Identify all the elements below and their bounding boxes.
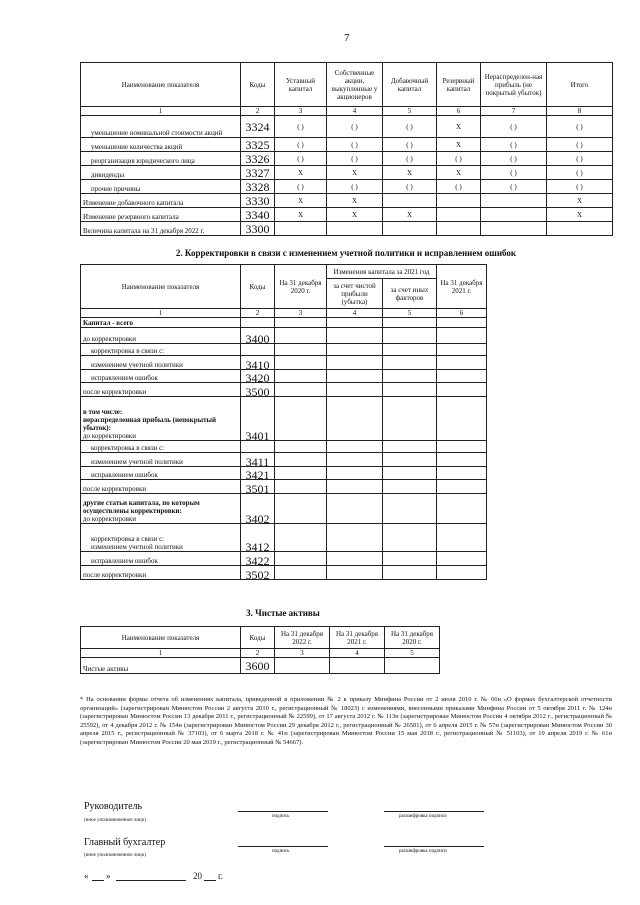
date-open-quote: « [84,871,89,881]
t1-cell: X [547,194,613,208]
t2-colnum: 6 [437,309,487,318]
t2-label-line: изменением учетной политики [91,361,183,369]
t2-row-label [81,494,241,524]
t1-cell: ( ) [481,152,547,166]
t1-row-code: 3326 [241,152,275,166]
t1-cell [383,222,437,236]
t2-row-code: 3502 [241,566,275,580]
head-title: Руководитель [84,801,143,812]
t2-label-line: изменением учетной политики [91,458,183,466]
date-year-prefix: 20 [193,871,202,881]
t1-cell: ( ) [547,138,613,152]
t2-label-line: исправлением ошибок [91,471,158,479]
t3-header-2022: На 31 декабря 2022 г. [275,627,330,649]
accountant-subtitle: (иное уполномоченное лицо) [84,853,146,858]
t2-row [81,383,487,397]
net-assets-table [80,626,440,674]
t1-row [81,222,613,236]
t1-cell [481,222,547,236]
t2-row-code: 3402 [241,494,275,524]
t2-label-line: корректировка в связи с: [91,535,165,543]
t1-cell: X [383,166,437,180]
t2-cell [437,356,487,370]
t1-cell: ( ) [383,138,437,152]
t1-cell [437,194,481,208]
t2-header-changes: Изменения капитала за 2021 год [327,265,437,279]
t2-label-line: другие статьи капитала, по которым осуществлены корректировки: [83,499,200,515]
date-year-suffix: г. [218,871,223,881]
t1-cell [437,208,481,222]
t2-cell [437,453,487,467]
t2-cell [383,344,437,356]
t2-cell [383,383,437,397]
t2-row [81,328,487,344]
net-assets-2021 [330,658,385,674]
t2-header-end: На 31 декабря 2021 г. [437,265,487,309]
t1-row-label: Величина капитала на 31 декабря 2022 г. [81,222,241,236]
t1-cell: ( ) [327,152,383,166]
t1-cell: X [327,166,383,180]
t2-row [81,344,487,356]
t1-cell: ( ) [327,116,383,138]
t3-header-2020: На 31 декабря 2020 г. [385,627,440,649]
t2-label-line: изменением учетной политики [91,543,183,551]
t2-row [81,467,487,480]
t1-row-label: Изменение добавочного капитала [81,194,241,208]
t2-cell [437,370,487,383]
net-assets-label: Чистые активы [81,658,241,674]
t2-cell [327,383,383,397]
head-subtitle: (иное уполномоченное лицо) [84,818,146,823]
t2-cell [437,441,487,453]
t3-header-code: Коды [241,627,275,649]
t2-cell [275,453,327,467]
t1-header-name: Наименование показателя [81,63,241,107]
t3-colnum: 1 [81,649,241,658]
adjustments-table [80,264,487,580]
t2-cell [327,494,383,524]
t2-row [81,397,487,441]
t2-cell [383,441,437,453]
t2-cell [327,480,383,494]
t2-cell [383,328,437,344]
t1-row [81,152,613,166]
t1-cell: ( ) [275,152,327,166]
t2-row-label [81,356,241,370]
date-year-line [204,880,216,881]
t2-header-profit: за счет чистой прибыли (убытка) [327,279,383,309]
t2-cell [383,467,437,480]
t3-colnum: 3 [275,649,330,658]
t2-cell [327,328,383,344]
t2-row-label [81,383,241,397]
head-decode-caption: расшифровка подписи [399,814,447,819]
t2-cell [275,566,327,580]
t1-row-code: 3330 [241,194,275,208]
t1-cell [547,222,613,236]
t2-header-name: Наименование показателя [81,265,241,309]
date-month-line [116,880,186,881]
t1-row-label: прочие причины [81,180,241,194]
t1-row [81,208,613,222]
t2-label-line: до корректировки [83,432,137,440]
t2-cell [383,524,437,552]
t2-cell [383,356,437,370]
accountant-sign-caption: подпись [272,849,290,854]
t2-cell [383,370,437,383]
t2-cell [437,344,487,356]
t1-row-code: 3324 [241,116,275,138]
t2-cell [275,328,327,344]
t2-cell [327,370,383,383]
t1-colnum: 5 [383,107,437,116]
t2-cell [275,524,327,552]
t1-cell: ( ) [481,138,547,152]
t2-row-code: 3401 [241,397,275,441]
t2-label-line: исправлением ошибок [91,557,158,565]
t2-row-code [241,318,275,328]
t2-row-code: 3501 [241,480,275,494]
section3-title: 3. Чистые активы [246,608,320,618]
t2-cell [437,328,487,344]
t1-cell: X [327,208,383,222]
t2-cell [437,467,487,480]
t1-row-label: уменьшение количества акций [81,138,241,152]
t2-row-code: 3422 [241,552,275,566]
t1-cell: ( ) [481,116,547,138]
t2-label-line: корректировка в связи с: [91,347,165,355]
t2-row-label [81,552,241,566]
t1-cell: ( ) [437,152,481,166]
t1-row-code: 3325 [241,138,275,152]
t2-cell [437,318,487,328]
t1-cell: ( ) [275,138,327,152]
t2-cell [437,397,487,441]
t2-cell [275,344,327,356]
t1-header-authorized: Уставный капитал [275,63,327,107]
t2-row-label [81,566,241,580]
t1-cell: ( ) [275,116,327,138]
date-close-quote: » [106,871,111,881]
t1-cell [327,222,383,236]
t2-colnum: 2 [241,309,275,318]
t2-label-line: корректировка в связи с: [91,444,165,452]
t2-row-label [81,467,241,480]
t1-row-code: 3328 [241,180,275,194]
accountant-decode-caption: расшифровка подписи [399,849,447,854]
t1-cell: X [437,166,481,180]
t2-row-label [81,453,241,467]
t1-colnum: 3 [275,107,327,116]
t1-cell [481,208,547,222]
t2-row-label [81,318,241,328]
net-assets-2022 [275,658,330,674]
t2-row [81,370,487,383]
t2-cell [275,318,327,328]
t1-cell: ( ) [383,180,437,194]
t2-row-code: 3500 [241,383,275,397]
page-number: 7 [344,32,350,44]
t2-row-label [81,328,241,344]
t1-cell: ( ) [437,180,481,194]
t1-header-additional: Добавочный капитал [383,63,437,107]
t2-cell [327,356,383,370]
t1-cell [437,222,481,236]
t2-cell [327,318,383,328]
t2-cell [327,441,383,453]
t1-row-label: Изменение резервного капитала [81,208,241,222]
t1-cell: ( ) [383,152,437,166]
t1-row [81,194,613,208]
head-signature-line [238,811,328,812]
t1-cell: ( ) [547,116,613,138]
t2-cell [275,441,327,453]
t2-cell [275,356,327,370]
t2-row-code: 3400 [241,328,275,344]
t3-header-2021: На 31 декабря 2021 г. [330,627,385,649]
t2-row [81,480,487,494]
t1-header-reserve: Резервный капитал [437,63,481,107]
t2-cell [437,552,487,566]
t2-cell [327,524,383,552]
t2-label-line: нераспределенная прибыль (непокрытый убыток): [83,416,217,432]
head-sign-caption: подпись [272,814,290,819]
t2-row-label [81,480,241,494]
accountant-title: Главный бухгалтер [84,837,166,848]
t2-colnum: 1 [81,309,241,318]
t2-row-label [81,441,241,453]
t1-row [81,166,613,180]
t2-cell [275,480,327,494]
t2-row [81,453,487,467]
t2-cell [275,383,327,397]
t1-cell: X [275,208,327,222]
t2-cell [327,453,383,467]
t2-label-line: до корректировки [83,515,137,523]
t2-row-label [81,370,241,383]
date-day-line [92,880,104,881]
t1-cell: X [275,166,327,180]
t2-cell [437,383,487,397]
t2-row [81,566,487,580]
t1-cell [481,194,547,208]
t2-cell [275,552,327,566]
t2-label-line: после корректировки [83,388,147,396]
t2-row [81,441,487,453]
t1-cell: ( ) [481,180,547,194]
t2-row [81,494,487,524]
t2-cell [275,397,327,441]
t2-colnum: 5 [383,309,437,318]
t1-cell: X [437,116,481,138]
t1-cell: X [547,208,613,222]
t1-cell: ( ) [275,180,327,194]
t2-cell [383,494,437,524]
t1-cell: ( ) [383,116,437,138]
t1-colnum: 6 [437,107,481,116]
head-decode-line [384,811,484,812]
t1-row [81,138,613,152]
net-assets-code: 3600 [241,658,275,674]
t1-colnum: 2 [241,107,275,116]
t1-cell: ( ) [327,180,383,194]
t2-row-code: 3412 [241,524,275,552]
t2-row-label [81,344,241,356]
t2-header-code: Коды [241,265,275,309]
t2-row-code: 3420 [241,370,275,383]
t1-row-label: уменьшение номинальной стоимости акций [81,116,241,138]
t3-colnum: 5 [385,649,440,658]
t1-cell: X [383,208,437,222]
t1-cell [275,222,327,236]
t1-row-code: 3300 [241,222,275,236]
t1-header-own-shares: Собственные акции, выкупленные у акционеров [327,63,383,107]
t2-cell [327,344,383,356]
t2-cell [383,566,437,580]
t2-label-line: после корректировки [83,571,147,579]
t2-row [81,356,487,370]
t1-row [81,116,613,138]
t2-row-label [81,397,241,441]
t2-row [81,524,487,552]
t2-cell [275,370,327,383]
t1-colnum: 1 [81,107,241,116]
t2-row-code: 3411 [241,453,275,467]
t1-cell [383,194,437,208]
t2-cell [437,566,487,580]
footnote: * На основании формы отчета об изменениях капитала, приведенной в приложении № 2 к приказу Минфина России от 2 июля 2010 г. № 66н «О формах бухгалтерской отчетности организаций» (зарегистрирован Минюстом России 2 августа 2010 г., регистрационный № 18023) с изменениями, внесенными приказами Минфина России от 5 октября 2011 г. № 124н (зарегистрирован Минюстом России 13 декабря 2011 г., регистрационный № 22599), от 17 августа 2012 г. № 113н (зарегистрирован Минюстом России 4 октября 2012 г., регистрационный № 25592), от 4 декабря 2012 г. № 154н (зарегистрирован Минюстом России 29 декабря 2012 г., регистрационный № 26501), от 6 апреля 2015 г. № 57н (зарегистрирован Минюстом России 30 апреля 2015 г., регистрационный № 37103), от 6 марта 2018 г. № 41н (зарегистрирован Минюстом России 15 мая 2018 г., регистрационный № 51103), от 19 апреля 2019 г. № 61н (зарегистрирован Минюстом России 20 мая 2019 г., регистрационный № 54667). [80,696,612,746]
t2-cell [437,480,487,494]
t3-header-name: Наименование показателя [81,627,241,649]
t2-cell [437,494,487,524]
t3-colnum: 2 [241,649,275,658]
t1-cell: ( ) [547,180,613,194]
t1-cell: ( ) [327,138,383,152]
t2-cell [275,467,327,480]
t2-label-line: в том числе: [83,408,123,416]
t1-row [81,180,613,194]
t2-header-other: за счет иных факторов [383,279,437,309]
accountant-decode-line [384,846,484,847]
t2-cell [383,318,437,328]
accountant-signature-line [238,846,328,847]
t2-header-start: На 31 декабря 2020 г. [275,265,327,309]
t2-cell [327,552,383,566]
t1-cell: X [437,138,481,152]
t1-colnum: 8 [547,107,613,116]
capital-changes-table [80,62,613,236]
t1-cell: ( ) [481,166,547,180]
t2-cell [275,494,327,524]
t2-row-code: 3410 [241,356,275,370]
t1-header-retained: Нераспределен-ная прибыль (не покрытый убыток) [481,63,547,107]
t1-cell: ( ) [547,166,613,180]
t1-header-total: Итого [547,63,613,107]
t2-label-line: после корректировки [83,485,147,493]
t1-colnum: 7 [481,107,547,116]
section2-title: 2. Корректировки в связи с изменением учетной политики и исправлением ошибок [175,248,517,258]
t2-row-code: 3421 [241,467,275,480]
t1-row-label: реорганизация юридического лица [81,152,241,166]
t2-cell [327,566,383,580]
t1-colnum: 4 [327,107,383,116]
t2-cell [327,467,383,480]
t2-label-line: Капитал - всего [83,319,133,327]
t2-cell [383,397,437,441]
t2-label-line: исправлением ошибок [91,374,158,382]
t2-row [81,318,487,328]
t1-row-code: 3340 [241,208,275,222]
t2-cell [437,524,487,552]
t2-label-line: до корректировки [83,335,137,343]
t2-colnum: 3 [275,309,327,318]
t2-cell [383,552,437,566]
t1-row-label: дивиденды [81,166,241,180]
t2-cell [327,397,383,441]
t2-colnum: 4 [327,309,383,318]
t1-row-code: 3327 [241,166,275,180]
t2-row [81,552,487,566]
t1-cell: X [327,194,383,208]
t2-row-label [81,524,241,552]
t2-cell [383,480,437,494]
net-assets-2020 [385,658,440,674]
t3-colnum: 4 [330,649,385,658]
t1-cell: ( ) [547,152,613,166]
t1-cell: X [275,194,327,208]
t2-cell [383,453,437,467]
t1-header-code: Коды [241,63,275,107]
